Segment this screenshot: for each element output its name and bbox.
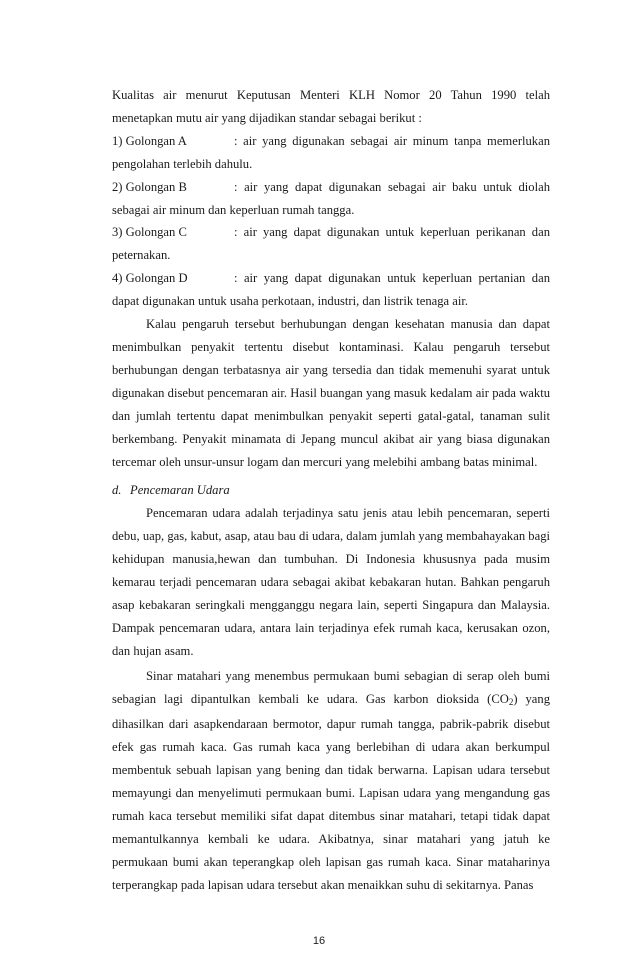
sinar-text-start: Sinar matahari yang menembus permukaan bumi sebagian di serap oleh bumi sebagian lagi dipantulkan kembali ke udara. Gas karbon dioksida (CO [112, 668, 550, 706]
golongan-c-label: 3) Golongan C [112, 225, 187, 240]
golongan-d-text: : air yang dapat digunakan untuk keperluan pertanian dan dapat digunakan untuk usaha perkotaan, industri, dan listrik tenaga air. [112, 271, 550, 309]
golongan-b-label: 2) Golongan B [112, 179, 187, 194]
section-heading [112, 479, 550, 502]
pencemaran-udara-paragraph: Pencemaran udara adalah terjadinya satu jenis atau lebih pencemaran, seperti debu, uap, gas, kabut, asap, atau bau di udara, dalam jumlah yang membahayakan bagi kehidupan manusia,hewan dan tumbuhan. Di Indonesia khususnya pada musim kemarau terjadi pencemaran udara sebagai akibat kebakaran hutan. Bahkan pengaruh asap kebakaran seringkali mengganggu negara lain, seperti Singapura dan Malaysia. Dampak pencemaran udara, antara lain terjadinya efek rumah kaca, kerusakan ozon, dan hujan asam. [112, 506, 550, 658]
page-body [112, 84, 550, 897]
golongan-c-text: : air yang dapat digunakan untuk keperluan perikanan dan peternakan. [112, 225, 550, 263]
golongan-b-text: : air yang dapat digunakan sebagai air baku untuk diolah sebagai air minum dan keperluan rumah tangga. [112, 179, 550, 217]
section-title: Pencemaran Udara [130, 483, 230, 498]
golongan-d-item [112, 267, 550, 313]
golongan-a-label: 1) Golongan A [112, 133, 187, 148]
section-number: d. [112, 483, 122, 498]
golongan-c-item [112, 221, 550, 267]
page-number: 16 [312, 935, 326, 947]
kontaminasi-paragraph: Kalau pengaruh tersebut berhubungan dengan kesehatan manusia dan dapat menimbulkan penyakit tertentu disebut kontaminasi. Kalau pengaruh tersebut berhubungan dengan terbatasnya air yang tersedia dan tidak memenuhi syarat untuk digunakan disebut pencemaran air. Hasil buangan yang masuk kedalam air pada waktu dan jumlah tertentu dapat menimbulkan penyakit seperti gatal-gatal, tanaman sulit berkembang. Penyakit minamata di Jepang muncul akibat air yang biasa digunakan tercemar oleh unsur-unsur logam dan mercuri yang melebihi ambang batas minimal. [112, 317, 550, 469]
sinar-matahari-paragraph [112, 665, 550, 897]
golongan-d-label: 4) Golongan D [112, 271, 188, 286]
co2-subscript: 2 [508, 696, 514, 707]
intro-paragraph: Kualitas air menurut Keputusan Menteri KLH Nomor 20 Tahun 1990 telah menetapkan mutu air yang dijadikan standar sebagai berikut : [112, 88, 550, 125]
golongan-a-item [112, 130, 550, 176]
golongan-a-text: : air yang digunakan sebagai air minum tanpa memerlukan pengolahan terlebih dahulu. [112, 133, 550, 171]
sinar-text-end: ) yang dihasilkan dari asapkendaraan bermotor, dapur rumah tangga, pabrik-pabrik disebut efek gas rumah kaca. Gas rumah kaca yang berlebihan di udara akan berkumpul membentuk sebuah lapisan yang bening dan tidak berwarna. Lapisan udara tersebut memayungi dan menyelimuti permukaan bumi. Lapisan udara yang mengandung gas rumah kaca tersebut memiliki sifat dapat ditembus sinar matahari, tetapi tidak dapat memantulkannya kembali ke udara. Akibatnya, sinar matahari yang jatuh ke permukaan bumi akan teperangkap oleh lapisan gas rumah kaca. Sinar mataharinya terperangkap pada lapisan udara tersebut akan menaikkan suhu di sekitarnya. Panas [112, 691, 550, 892]
golongan-b-item [112, 176, 550, 222]
